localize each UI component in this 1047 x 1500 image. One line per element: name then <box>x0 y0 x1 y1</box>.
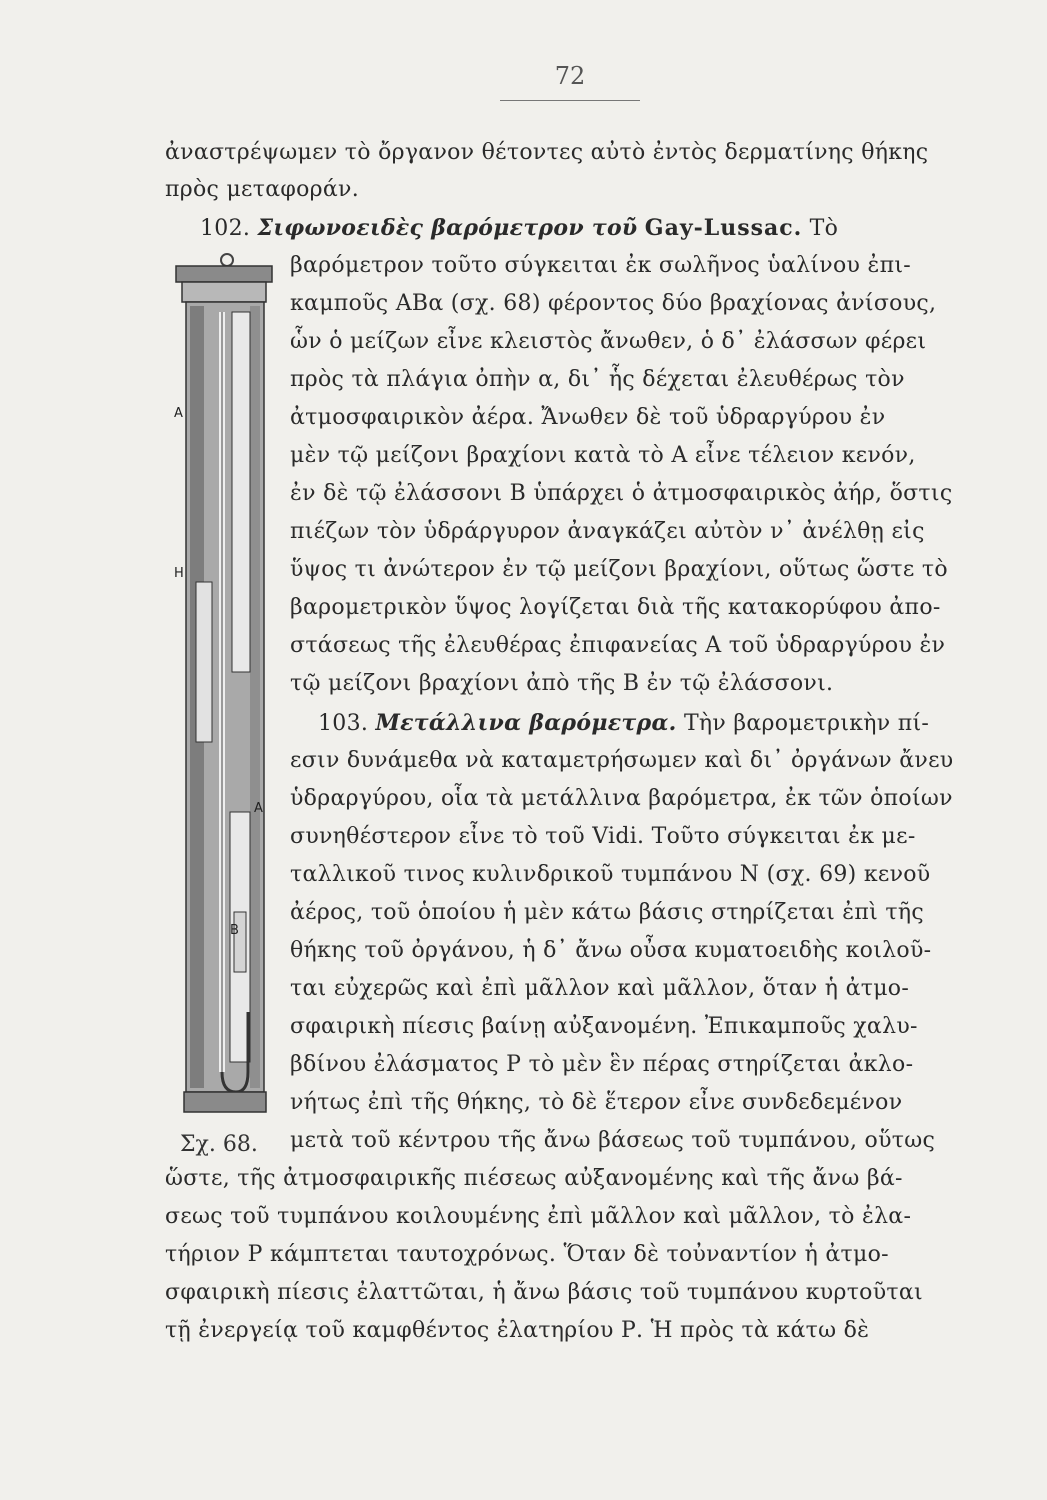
text-line: βαρομετρικὸν ὕψος λογίζεται διὰ τῆς κατακορύφου ἀπο- <box>290 595 941 620</box>
text-line: ται εὐχερῶς καὶ ἐπὶ μᾶλλον καὶ μᾶλλον, ὅταν ἡ ἀτμο- <box>290 976 910 1001</box>
text-line: ἐν δὲ τῷ ἐλάσσονι Β ὑπάρχει ὁ ἀτμοσφαιρικὸς ἀήρ, ὅστις <box>290 481 953 506</box>
text-line: ὥστε, τῆς ἀτμοσφαιρικῆς πιέσεως αὐξανομένης καὶ τῆς ἄνω βά- <box>165 1166 903 1191</box>
figure-label-h: H <box>174 566 184 581</box>
page-rule <box>500 100 640 101</box>
text-line: σεως τοῦ τυμπάνου κοιλουμένης ἐπὶ μᾶλλον καὶ μᾶλλον, τὸ ἐλα- <box>165 1204 912 1229</box>
text-line: βαρόμετρον τοῦτο σύγκειται ἐκ σωλῆνος ὑαλίνου ἐπι- <box>290 253 911 278</box>
upper-scale <box>232 312 250 672</box>
section-title: Μετάλλινα βαρόμετρα. <box>375 710 677 736</box>
section-title: Σιφωνοειδὲς βαρόμετρον τοῦ <box>257 215 638 241</box>
text-line: πρὸς μεταφοράν. <box>165 177 359 202</box>
section-rest: Τὸ <box>809 216 839 241</box>
page-number: 72 <box>554 62 586 90</box>
text-line: ὕψος τι ἀνώτερον ἐν τῷ μείζονι βραχίονι, οὕτως ὥστε τὸ <box>290 557 948 582</box>
text-line: νήτως ἐπὶ τῆς θήκης, τὸ δὲ ἕτερον εἶνε συνδεδεμένον <box>290 1090 903 1115</box>
text-line: στάσεως τῆς ἐλευθέρας ἐπιφανείας Α τοῦ ὑδραργύρου ἐν <box>290 633 946 658</box>
section-number: 102. <box>200 216 251 241</box>
text-line: εσιν δυνάμεθα νὰ καταμετρήσωμεν καὶ δι᾽ ὀργάνων ἄνευ <box>290 748 954 773</box>
section-number: 103. <box>318 711 369 736</box>
text-line: συνηθέστερον εἶνε τὸ τοῦ Vidi. Τοῦτο σύγκειται ἐκ με- <box>290 824 916 849</box>
section-name: Gay-Lussac. <box>644 215 803 241</box>
barometer-base <box>184 1092 266 1112</box>
text-line: ὧν ὁ μείζων εἶνε κλειστὸς ἄνωθεν, ὁ δ᾽ ἐλάσσων φέρει <box>290 329 927 354</box>
text-line: ἀτμοσφαιρικὸν ἀέρα. Ἄνωθεν δὲ τοῦ ὑδραργύρου ἐν <box>290 405 886 430</box>
text-line: πρὸς τὰ πλάγια ὀπὴν α, δι᾽ ἧς δέχεται ἐλευθέρως τὸν <box>290 367 905 392</box>
text-line: ἀέρος, τοῦ ὁποίου ἡ μὲν κάτω βάσις στηρίζεται ἐπὶ τῆς <box>290 900 924 925</box>
figure-label-a-upper: A <box>174 406 183 421</box>
barometer-figure <box>170 252 280 1122</box>
text-line: τῇ ἐνεργείᾳ τοῦ καμφθέντος ἐλατηρίου Ρ. Ἡ πρὸς τὰ κάτω δὲ <box>165 1318 870 1343</box>
section-rest: Τὴν βαρομετρικὴν πί- <box>683 711 930 736</box>
section-103-heading <box>318 708 929 739</box>
text-line: πιέζων τὸν ὑδράργυρον ἀναγκάζει αὐτὸν ν᾽ ἀνέλθῃ εἰς <box>290 519 925 544</box>
figure-caption: Σχ. 68. <box>180 1132 258 1157</box>
text-line: ὑδραργύρου, οἷα τὰ μετάλλινα βαρόμετρα, ἐκ τῶν ὁποίων <box>290 786 953 811</box>
text-line: τήριον Ρ κάμπτεται ταυτοχρόνως. Ὅταν δὲ τοὐναντίον ἡ ἀτμο- <box>165 1242 889 1267</box>
text-line: καμποῦς ΑΒα (σχ. 68) φέροντος δύο βραχίονας ἀνίσους, <box>290 291 937 316</box>
case-shading-right <box>250 306 260 1088</box>
text-line: μὲν τῷ μείζονι βραχίονι κατὰ τὸ Α εἶνε τέλειον κενόν, <box>290 443 916 468</box>
figure-label-a-lower: A <box>254 801 263 816</box>
hanging-ring <box>221 254 233 266</box>
text-line: βδίνου ἐλάσματος Ρ τὸ μὲν ἓν πέρας στηρίζεται ἀκλο- <box>290 1052 914 1077</box>
figure-label-b: B <box>230 923 239 938</box>
vernier-scale <box>196 582 212 742</box>
text-line: μετὰ τοῦ κέντρου τῆς ἄνω βάσεως τοῦ τυμπάνου, οὕτως <box>290 1128 936 1153</box>
barometer-cap <box>176 266 272 282</box>
text-line: ἀναστρέψωμεν τὸ ὄργανον θέτοντες αὐτὸ ἐντὸς δερματίνης θήκης <box>165 140 929 165</box>
section-102-heading <box>200 213 838 244</box>
text-line: σφαιρικὴ πίεσις βαίνῃ αὐξανομένη. Ἐπικαμποῦς χαλυ- <box>290 1014 918 1039</box>
lower-vernier <box>234 912 246 972</box>
text-line: θήκης τοῦ ὀργάνου, ἡ δ᾽ ἄνω οὖσα κυματοειδὴς κοιλοῦ- <box>290 938 932 963</box>
text-line: σφαιρικὴ πίεσις ἐλαττῶται, ἡ ἄνω βάσις τοῦ τυμπάνου κυρτοῦται <box>165 1280 923 1305</box>
text-line: ταλλικοῦ τινος κυλινδρικοῦ τυμπάνου Ν (σχ. 69) κενοῦ <box>290 862 931 887</box>
barometer-cap-lower <box>182 282 266 302</box>
text-line: τῷ μείζονι βραχίονι ἀπὸ τῆς Β ἐν τῷ ἐλάσσονι. <box>290 671 834 696</box>
